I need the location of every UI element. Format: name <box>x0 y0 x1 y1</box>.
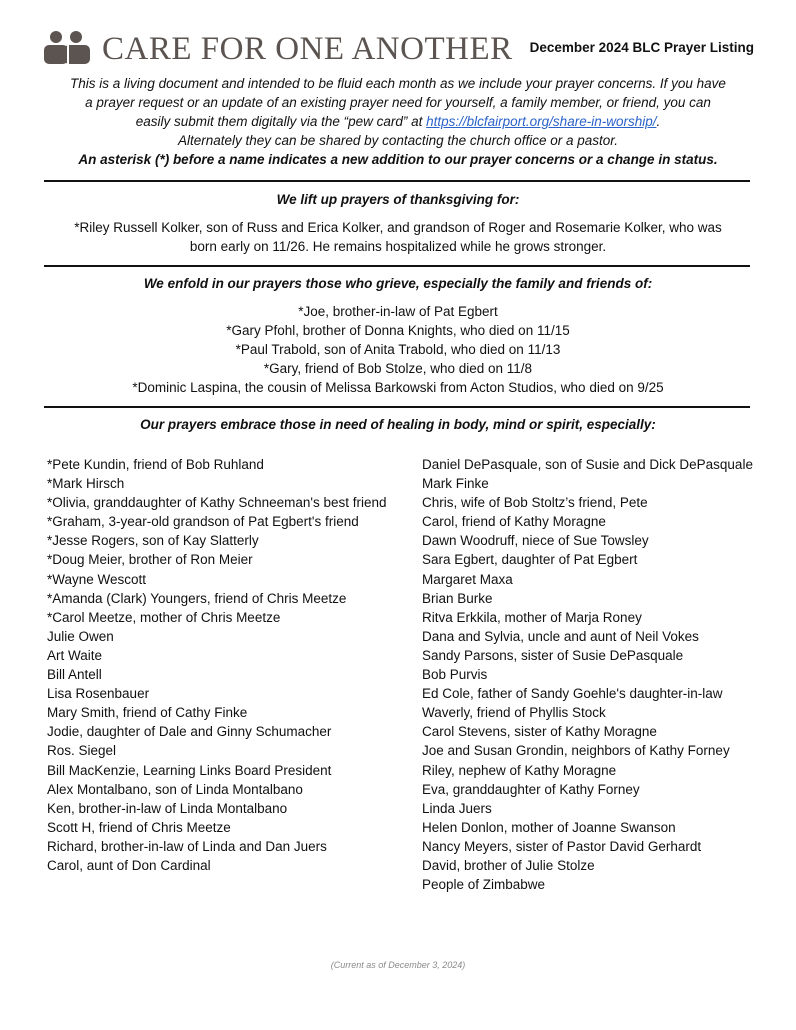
grief-item: *Dominic Laspina, the cousin of Melissa Barkowski from Acton Studios, who died on 9/25 <box>132 380 664 395</box>
thanksgiving-heading: We lift up prayers of thanksgiving for: <box>276 192 520 207</box>
healing-item: Julie Owen <box>47 628 114 644</box>
footer-date: (Current as of December 3, 2024) <box>330 960 466 970</box>
thanksgiving-line: born early on 11/26. He remains hospitalized while he grows stronger. <box>189 239 607 254</box>
healing-item: Jodie, daughter of Dale and Ginny Schumacher <box>47 724 332 740</box>
healing-item: *Wayne Wescott <box>47 571 147 587</box>
asterisk-note: An asterisk (*) before a name indicates a new addition to our prayer concerns or a change in status. <box>78 152 718 167</box>
healing-item: Ed Cole, father of Sandy Goehle's daughter-in-law <box>422 686 723 702</box>
intro-line <box>40 112 756 131</box>
healing-item: Joe and Susan Grondin, neighbors of Kathy Forney <box>422 743 730 759</box>
listing-title: December 2024 BLC Prayer Listing <box>529 40 754 55</box>
grief-list <box>40 302 756 397</box>
healing-item: Dana and Sylvia, uncle and aunt of Neil Vokes <box>422 628 699 644</box>
healing-item: *Jesse Rogers, son of Kay Slatterly <box>47 533 259 549</box>
healing-item: Richard, brother-in-law of Linda and Dan Juers <box>47 838 327 854</box>
healing-item: *Doug Meier, brother of Ron Meier <box>47 552 253 568</box>
healing-item: *Graham, 3-year-old grandson of Pat Egbert's friend <box>47 514 359 530</box>
healing-item: *Olivia, granddaughter of Kathy Schneeman's best friend <box>47 495 387 511</box>
healing-item: Waverly, friend of Phyllis Stock <box>422 705 606 721</box>
grief-heading: We enfold in our prayers those who grieve, especially the family and friends of: <box>143 276 653 291</box>
grief-item: *Joe, brother-in-law of Pat Egbert <box>298 304 498 319</box>
intro-line: a prayer request or an update of an existing prayer need for yourself, a family member, or friend, you can <box>85 95 711 110</box>
healing-item: Bill Antell <box>47 667 102 683</box>
intro-line: This is a living document and intended to be fluid each month as we include your prayer concerns. If you have <box>70 76 726 91</box>
healing-item: *Mark Hirsch <box>47 476 125 492</box>
share-in-worship-link[interactable]: https://blcfairport.org/share-in-worship/ <box>426 114 657 129</box>
healing-item: David, brother of Julie Stolze <box>422 857 595 873</box>
page-header <box>42 28 754 68</box>
healing-item: Ritva Erkkila, mother of Marja Roney <box>422 609 642 625</box>
intro-line-suffix: . <box>656 114 661 129</box>
healing-item: Sandy Parsons, sister of Susie DePasquale <box>422 647 684 663</box>
healing-item: Margaret Maxa <box>422 571 513 587</box>
healing-item: Scott H, friend of Chris Meetze <box>47 819 231 835</box>
thanksgiving-line: *Riley Russell Kolker, son of Russ and Erica Kolker, and grandson of Roger and Rosemarie Kolker, who was <box>74 220 722 235</box>
divider <box>44 265 750 267</box>
healing-item: Mary Smith, friend of Cathy Finke <box>47 705 248 721</box>
healing-item: Riley, nephew of Kathy Moragne <box>422 762 617 778</box>
healing-item: Sara Egbert, daughter of Pat Egbert <box>422 552 638 568</box>
healing-item: Ros. Siegel <box>47 743 117 759</box>
logo-text: CARE FOR ONE ANOTHER <box>102 31 513 67</box>
healing-item: Chris, wife of Bob Stoltz’s friend, Pete <box>422 495 648 511</box>
grief-item: *Paul Trabold, son of Anita Trabold, who died on 11/13 <box>235 342 561 357</box>
healing-item: Linda Juers <box>422 800 492 816</box>
intro-paragraph <box>40 74 756 169</box>
healing-item: Mark Finke <box>422 476 489 492</box>
healing-item: Art Waite <box>47 647 103 663</box>
healing-item: Dawn Woodruff, niece of Sue Towsley <box>422 533 649 549</box>
intro-line: Alternately they can be shared by contacting the church office or a pastor. <box>177 133 618 148</box>
people-icon <box>42 30 94 64</box>
healing-item: Carol, friend of Kathy Moragne <box>422 514 606 530</box>
healing-item: Nancy Meyers, sister of Pastor David Gerhardt <box>422 838 702 854</box>
healing-item: Eva, granddaughter of Kathy Forney <box>422 781 640 797</box>
grief-item: *Gary Pfohl, brother of Donna Knights, who died on 11/15 <box>226 323 570 338</box>
healing-item: *Carol Meetze, mother of Chris Meetze <box>47 609 281 625</box>
grief-item: *Gary, friend of Bob Stolze, who died on 11/8 <box>263 361 533 376</box>
healing-list-left <box>47 455 407 875</box>
divider <box>44 406 750 408</box>
healing-heading: Our prayers embrace those in need of healing in body, mind or spirit, especially: <box>140 417 656 432</box>
healing-item: Carol Stevens, sister of Kathy Moragne <box>422 724 657 740</box>
healing-item: Lisa Rosenbauer <box>47 686 150 702</box>
thanksgiving-text <box>40 218 756 256</box>
healing-item: Alex Montalbano, son of Linda Montalbano <box>47 781 303 797</box>
healing-item: *Amanda (Clark) Youngers, friend of Chris Meetze <box>47 590 347 606</box>
healing-item: Brian Burke <box>422 590 493 606</box>
healing-item: *Pete Kundin, friend of Bob Ruhland <box>47 457 264 472</box>
intro-line-prefix: easily submit them digitally via the “pew card” at <box>135 114 427 129</box>
healing-list-right <box>422 455 762 894</box>
healing-item: Daniel DePasquale, son of Susie and Dick DePasquale <box>422 457 753 472</box>
healing-item: Helen Donlon, mother of Joanne Swanson <box>422 819 676 835</box>
healing-item: People of Zimbabwe <box>422 877 546 893</box>
healing-item: Bob Purvis <box>422 667 488 683</box>
healing-item: Ken, brother-in-law of Linda Montalbano <box>47 800 288 816</box>
divider <box>44 180 750 182</box>
healing-item: Bill MacKenzie, Learning Links Board President <box>47 762 332 778</box>
healing-item: Carol, aunt of Don Cardinal <box>47 857 211 873</box>
